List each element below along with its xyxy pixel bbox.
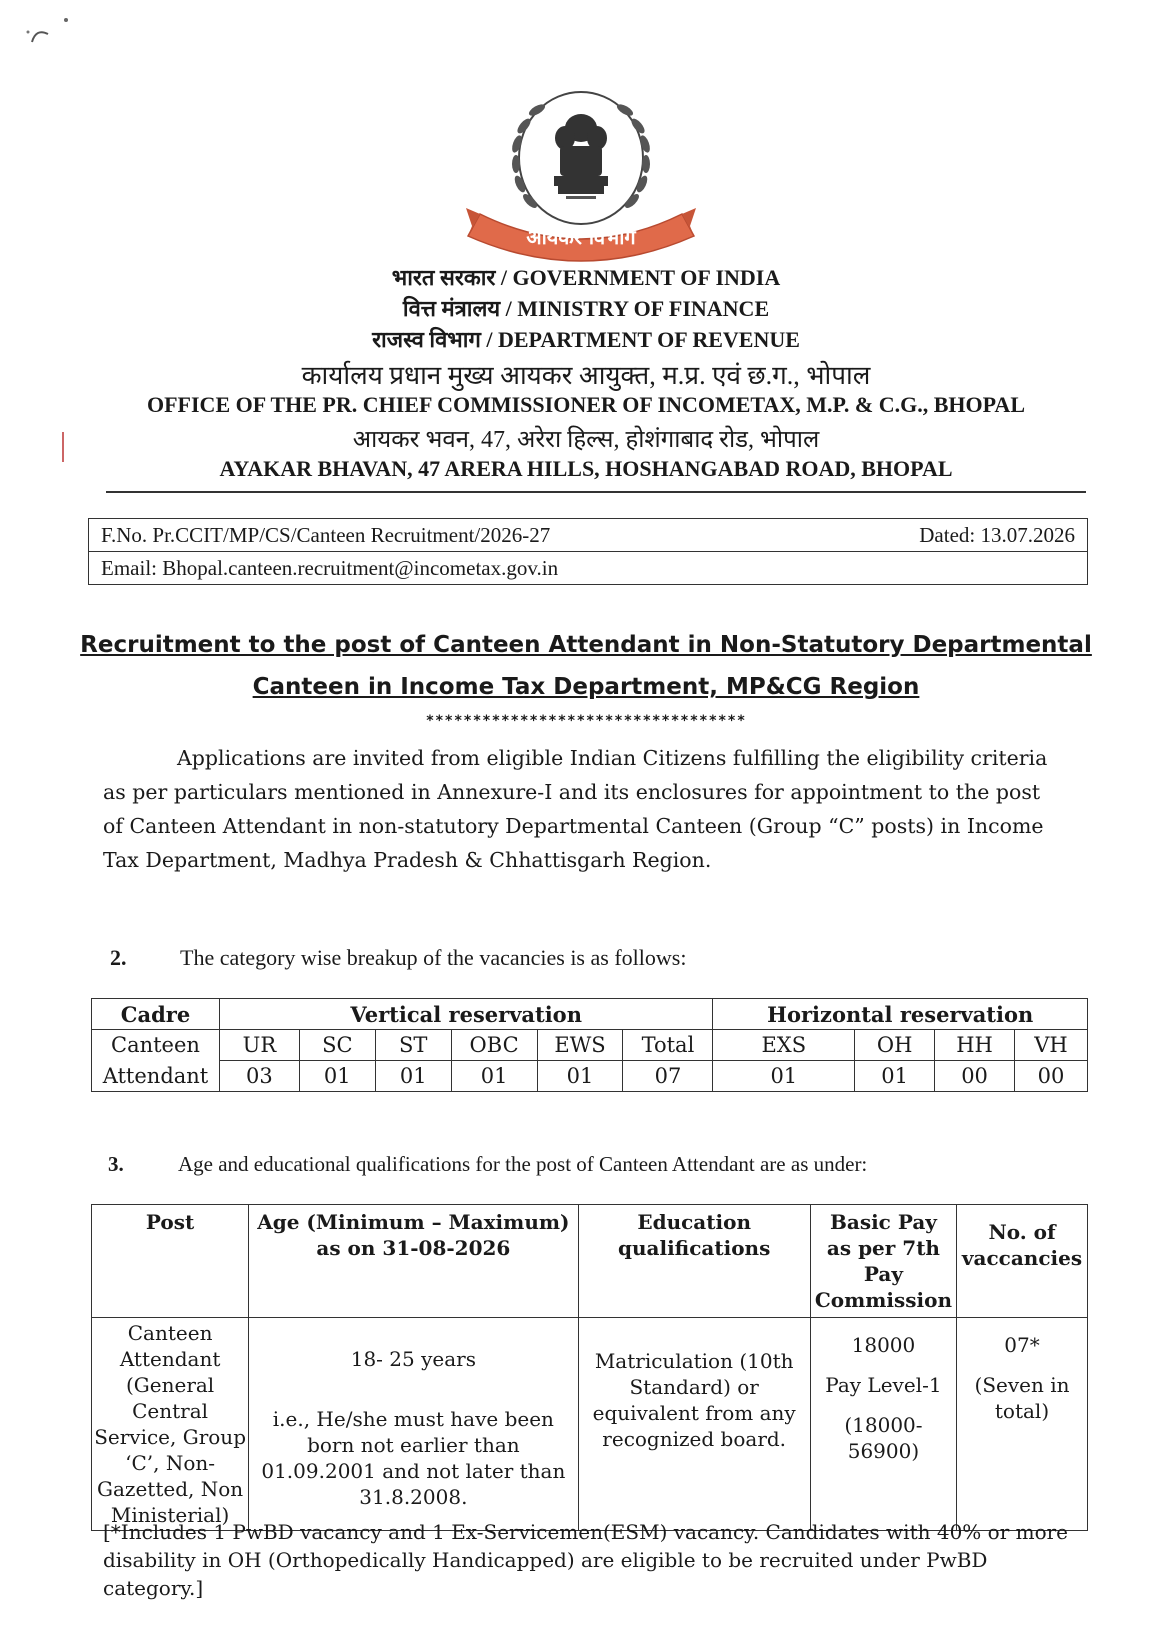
vacancy-words: (Seven in total)	[974, 1373, 1070, 1423]
val-hh: 00	[935, 1061, 1015, 1092]
header-age: Age (Minimum – Maximum) as on 31-08-2026	[249, 1205, 578, 1318]
section-3-heading	[108, 1152, 867, 1177]
header-office-english: OFFICE OF THE PR. CHIEF COMMISSIONER OF INCOMETAX, M.P. & C.G., BHOPAL	[147, 392, 1025, 417]
intro-line: as per particulars mentioned in Annexure-I and its enclosures for appointment to the post	[103, 780, 1041, 804]
cadre-header: Cadre	[92, 999, 220, 1030]
col-obc: OBC	[451, 1030, 537, 1061]
notice-title-line2: Canteen in Income Tax Department, MP&CG Region	[252, 674, 920, 700]
col-sc: SC	[299, 1030, 375, 1061]
header-vacancies: No. of vaccancies	[957, 1205, 1088, 1318]
section-text: Age and educational qualifications for the post of Canteen Attendant are as under:	[178, 1152, 868, 1176]
email-address: Email: Bhopal.canteen.recruitment@incometax.gov.in	[101, 556, 559, 580]
val-sc: 01	[299, 1061, 375, 1092]
intro-paragraph	[103, 741, 1083, 877]
cadre-line2: Attendant	[92, 1061, 220, 1092]
header-basic-pay: Basic Pay as per 7th Pay Commission	[810, 1205, 956, 1318]
val-exs: 01	[713, 1061, 855, 1092]
val-total: 07	[623, 1061, 713, 1092]
section-number: 3.	[108, 1152, 124, 1176]
header-address-english: AYAKAR BHAVAN, 47 ARERA HILLS, HOSHANGABAD ROAD, BHOPAL	[219, 456, 953, 481]
reference-row-file	[89, 519, 1087, 551]
col-ews: EWS	[537, 1030, 623, 1061]
qualification-table	[91, 1204, 1088, 1531]
col-hh: HH	[935, 1030, 1015, 1061]
reference-row-email	[89, 551, 1087, 584]
header-education: Education qualifications	[578, 1205, 810, 1318]
section-2-heading	[110, 945, 686, 971]
col-oh: OH	[855, 1030, 935, 1061]
file-number: F.No. Pr.CCIT/MP/CS/Canteen Recruitment/2026-27	[101, 523, 551, 547]
intro-line: Applications are invited from eligible Indian Citizens fulfilling the eligibility criteria	[177, 746, 1048, 770]
val-oh: 01	[855, 1061, 935, 1092]
pay-level: Pay Level-1	[825, 1373, 942, 1397]
val-ews: 01	[537, 1061, 623, 1092]
cell-education: Matriculation (10th Standard) or equivalent from any recognized board.	[578, 1318, 810, 1531]
reference-box	[88, 518, 1088, 585]
header-post: Post	[92, 1205, 249, 1318]
intro-line: Tax Department, Madhya Pradesh & Chhattisgarh Region.	[103, 848, 712, 872]
cell-basic-pay	[810, 1318, 956, 1531]
vacancy-table	[91, 998, 1088, 1092]
col-exs: EXS	[713, 1030, 855, 1061]
notice-title-line1: Recruitment to the post of Canteen Attendant in Non-Statutory Departmental	[80, 632, 1092, 658]
vacancy-value-row	[92, 1061, 1088, 1092]
cadre-line1: Canteen	[92, 1030, 220, 1061]
income-tax-department-emblem	[462, 86, 700, 262]
intro-line: of Canteen Attendant in non-statutory Departmental Canteen (Group “C” posts) in Income	[103, 814, 1044, 838]
val-vh: 00	[1015, 1061, 1088, 1092]
vacancy-footnote: [*Includes 1 PwBD vacancy and 1 Ex-Servicemen(ESM) vacancy. Candidates with 40% or more disability in OH (Orthopedically Handicapped) are eligible to be recruited under PwBD category.]	[103, 1520, 1069, 1600]
cell-vacancies	[957, 1318, 1088, 1531]
age-detail: i.e., He/she must have been born not earlier than 01.09.2001 and not later than 31.8.2008.	[261, 1407, 566, 1509]
title-separator: **********************************	[425, 713, 747, 729]
pay-range: (18000-56900)	[844, 1413, 923, 1463]
val-ur: 03	[219, 1061, 299, 1092]
header-government: भारत सरकार / GOVERNMENT OF INDIA	[391, 265, 781, 290]
vacancy-header-row	[92, 999, 1088, 1030]
dated: Dated: 13.07.2026	[919, 523, 1075, 547]
header-address-hindi: आयकर भवन, 47, अरेरा हिल्स, होशंगाबाद रोड, भोपाल	[352, 427, 820, 453]
qualification-header-row	[92, 1205, 1088, 1318]
scan-mark-top-left	[26, 12, 76, 52]
section-number: 2.	[110, 945, 127, 970]
vacancy-count: 07*	[1004, 1333, 1040, 1357]
val-obc: 01	[451, 1061, 537, 1092]
col-ur: UR	[219, 1030, 299, 1061]
qualification-data-row	[92, 1318, 1088, 1531]
val-st: 01	[375, 1061, 451, 1092]
cell-post: Canteen Attendant (General Central Service, Group ‘C’, Non-Gazetted, Non Ministerial)	[92, 1318, 249, 1531]
horizontal-reservation-header: Horizontal reservation	[713, 999, 1088, 1030]
age-range: 18- 25 years	[350, 1347, 476, 1371]
header-office-hindi: कार्यालय प्रधान मुख्य आयकर आयुक्त, म.प्र. एवं छ.ग., भोपाल	[301, 361, 871, 390]
header-ministry: वित्त मंत्रालय / MINISTRY OF FINANCE	[402, 296, 770, 321]
emblem-banner-text: आयकर विभाग	[526, 225, 636, 249]
header-divider	[106, 491, 1086, 493]
col-vh: VH	[1015, 1030, 1088, 1061]
section-text: The category wise breakup of the vacancies is as follows:	[180, 945, 687, 970]
vertical-reservation-header: Vertical reservation	[219, 999, 712, 1030]
header-department: राजस्व विभाग / DEPARTMENT OF REVENUE	[372, 327, 800, 352]
vacancy-category-row	[92, 1030, 1088, 1061]
cell-age	[249, 1318, 578, 1531]
col-st: ST	[375, 1030, 451, 1061]
col-total: Total	[623, 1030, 713, 1061]
pay-basic: 18000	[851, 1333, 916, 1357]
